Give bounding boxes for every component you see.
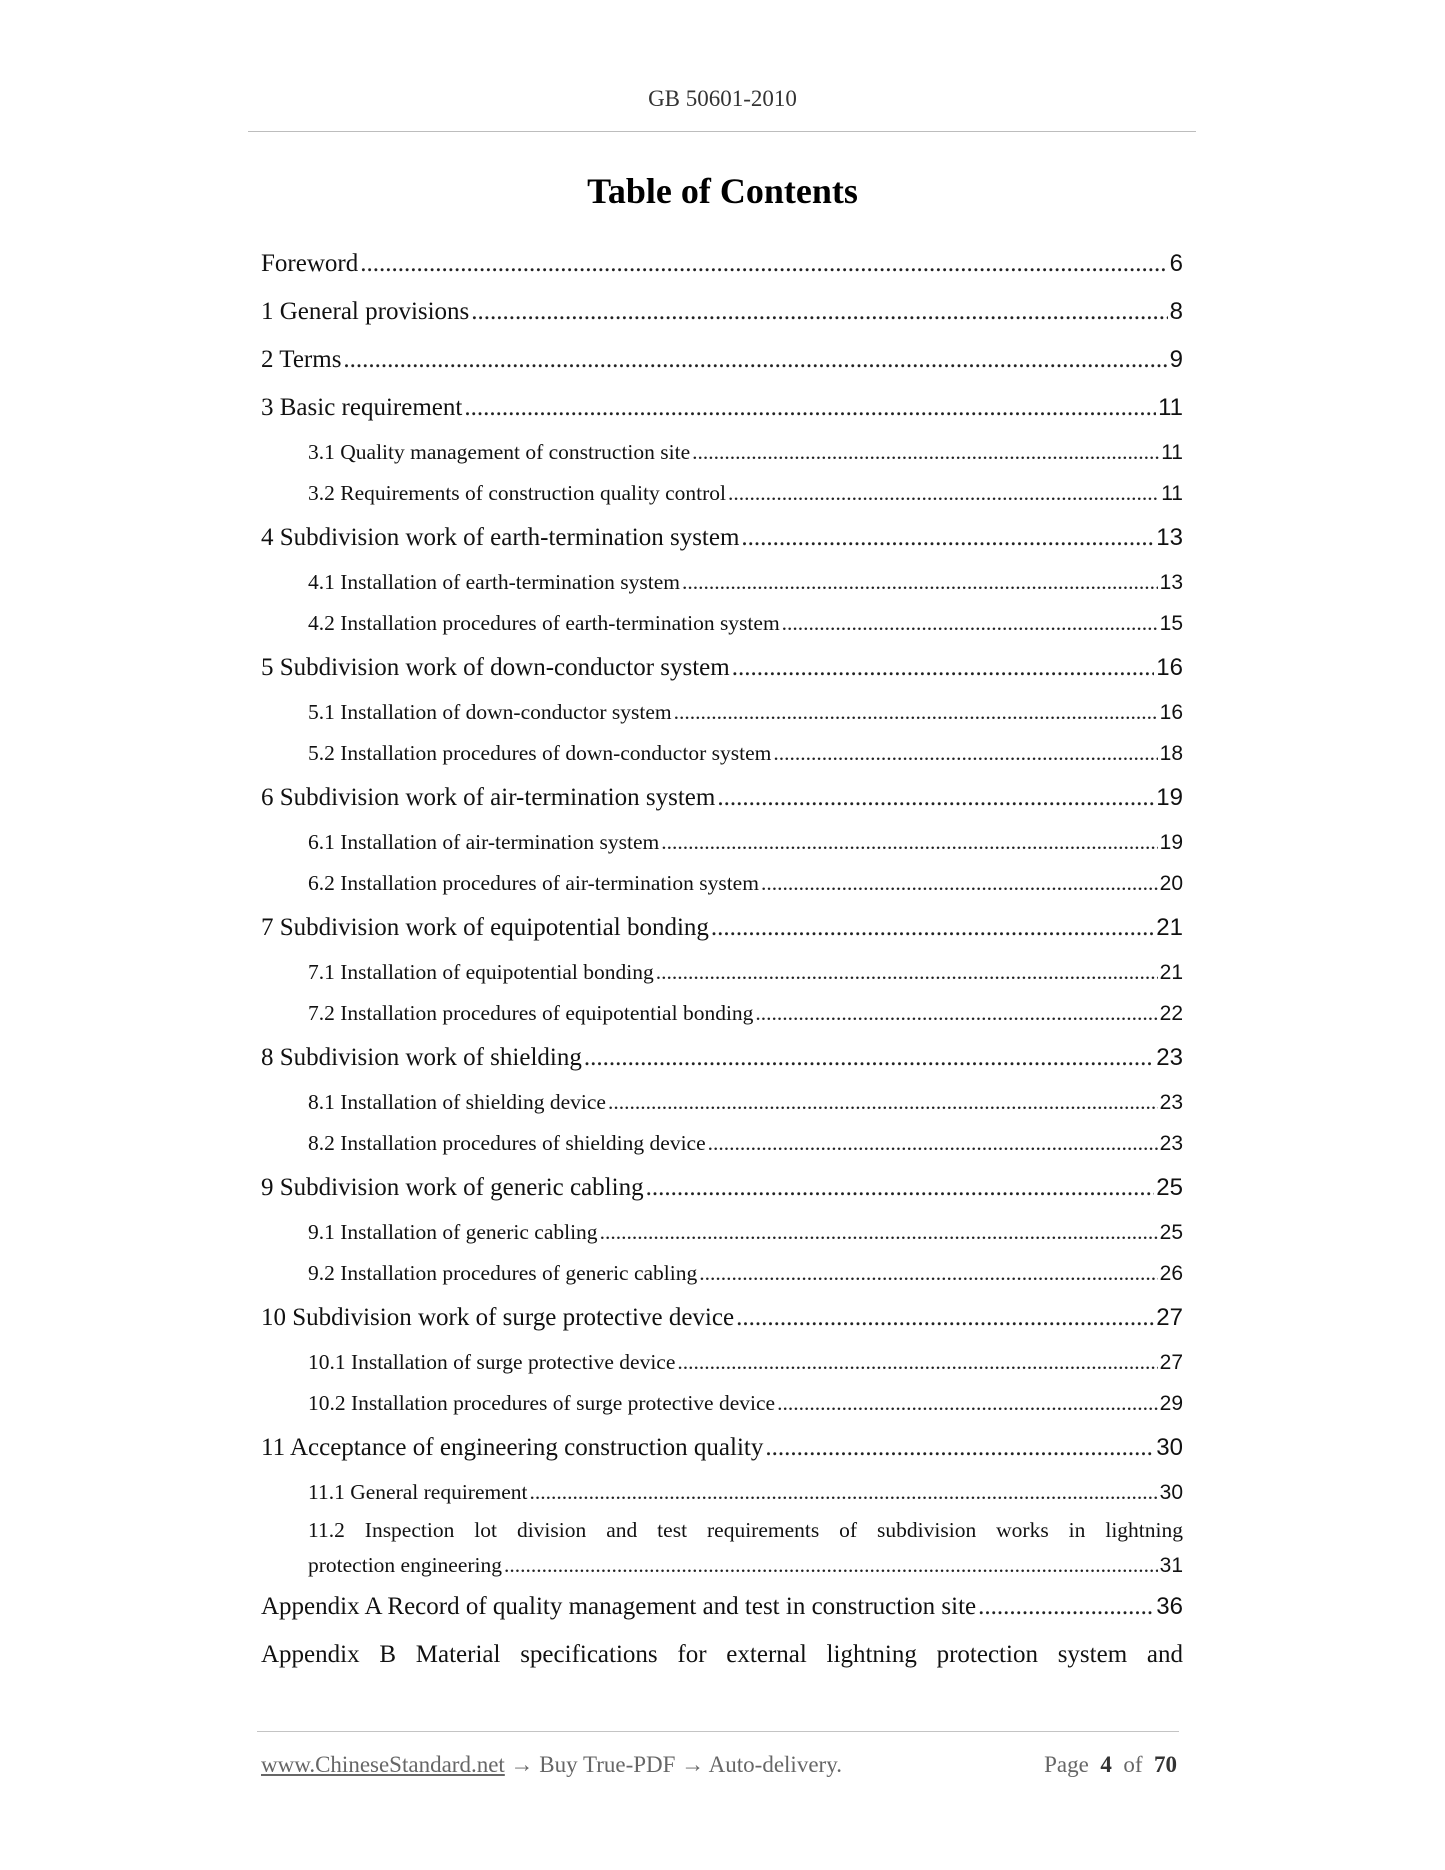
dot-leader [761, 863, 1158, 904]
toc-entry-section-8-2[interactable] [261, 1123, 1183, 1164]
dot-leader [717, 774, 1154, 822]
dot-leader [674, 692, 1158, 733]
toc-entry-section-8-1[interactable] [261, 1082, 1183, 1123]
toc-entry-section-11-1[interactable] [261, 1472, 1183, 1513]
toc-entry-page: 9 [1169, 346, 1183, 373]
toc-entry-label: 8 Subdivision work of shielding [261, 1044, 582, 1071]
toc-entry-page: 6 [1169, 250, 1183, 277]
toc-entry-page: 16 [1156, 654, 1183, 681]
toc-entry-section-4-2[interactable] [261, 603, 1183, 644]
toc-entry-label: 3.2 Requirements of construction quality control [308, 481, 726, 505]
toc-entry-label: 9.2 Installation procedures of generic cabling [308, 1261, 698, 1285]
toc-entry-page: 31 [1159, 1554, 1183, 1577]
toc-entry-page: 23 [1159, 1132, 1183, 1155]
toc-entry-label: 2 Terms [261, 346, 342, 373]
toc-entry-page: 13 [1159, 571, 1183, 594]
toc-entry-label: Foreword [261, 250, 359, 277]
toc-entry-label: 7 Subdivision work of equipotential bonding [261, 914, 709, 941]
dot-leader [728, 473, 1159, 514]
toc-entry-page: 25 [1159, 1221, 1183, 1244]
toc-entry-section-10-1[interactable] [261, 1342, 1183, 1383]
toc-entry-appendix-b[interactable]: Appendix B Material specifications for external lightning protection system and [261, 1641, 1183, 1668]
dot-leader [777, 1383, 1158, 1424]
dot-leader [677, 1342, 1157, 1383]
toc-entry-chapter-5[interactable] [261, 644, 1183, 692]
toc-entry-page: 11 [1158, 394, 1183, 421]
page-word: Page [1044, 1752, 1089, 1777]
toc-entry-chapter-4[interactable] [261, 514, 1183, 562]
toc-entry-section-3-1[interactable] [261, 432, 1183, 473]
dot-leader [682, 562, 1158, 603]
dot-leader [646, 1164, 1155, 1212]
dot-leader [741, 514, 1154, 562]
arrow-right-icon: → [681, 1752, 705, 1777]
toc-entry-page: 23 [1156, 1044, 1183, 1071]
toc-entry-label: 3 Basic requirement [261, 394, 463, 421]
toc-entry-page: 29 [1159, 1392, 1183, 1415]
header-divider [248, 131, 1196, 132]
toc-entry-label: Appendix A Record of quality management and test in construction site [261, 1593, 977, 1620]
toc-entry-section-4-1[interactable] [261, 562, 1183, 603]
toc-entry-page: 21 [1159, 961, 1183, 984]
site-link[interactable]: www.ChineseStandard.net [261, 1752, 505, 1777]
toc-entry-section-7-1[interactable] [261, 952, 1183, 993]
toc-entry-label: 6.1 Installation of air-termination system [308, 830, 660, 854]
page-number [1044, 1752, 1177, 1778]
toc-entry-chapter-7[interactable] [261, 904, 1183, 952]
toc-entry-label-line2: protection engineering [308, 1553, 503, 1577]
toc-entry-section-6-2[interactable] [261, 863, 1183, 904]
toc-entry-page: 18 [1159, 742, 1183, 765]
toc-entry-label: 3.1 Quality management of construction site [308, 440, 691, 464]
table-of-contents [261, 240, 1183, 1679]
toc-entry-label: 5 Subdivision work of down-conductor system [261, 654, 730, 681]
page-title: Table of Contents [587, 171, 858, 211]
toc-entry-chapter-11[interactable] [261, 1424, 1183, 1472]
toc-entry-chapter-2[interactable] [261, 336, 1183, 384]
toc-entry-label: 10.1 Installation of surge protective device [308, 1350, 676, 1374]
toc-entry-foreword[interactable] [261, 240, 1183, 288]
toc-entry-label-line1: 11.2 Inspection lot division and test requirements of subdivision works in lightning [308, 1518, 1183, 1542]
dot-leader [504, 1548, 1158, 1583]
toc-entry-appendix-a[interactable] [261, 1583, 1183, 1631]
toc-entry-label: 4.1 Installation of earth-termination system [308, 570, 680, 594]
of-word: of [1123, 1752, 1143, 1777]
toc-entry-section-5-2[interactable] [261, 733, 1183, 774]
toc-entry-label: 10 Subdivision work of surge protective device [261, 1304, 735, 1331]
toc-entry-page: 36 [1156, 1593, 1183, 1620]
dot-leader [732, 644, 1155, 692]
toc-entry-label: 4.2 Installation procedures of earth-termination system [308, 611, 780, 635]
toc-entry-page: 11 [1161, 441, 1183, 464]
toc-entry-page: 23 [1159, 1091, 1183, 1114]
dot-leader [765, 1424, 1154, 1472]
toc-entry-section-5-1[interactable] [261, 692, 1183, 733]
toc-entry-page: 19 [1159, 831, 1183, 854]
dot-leader [978, 1583, 1154, 1631]
toc-entry-section-7-2[interactable] [261, 993, 1183, 1034]
dot-leader [708, 1123, 1158, 1164]
dot-leader [692, 432, 1159, 473]
dot-leader [464, 384, 1156, 432]
toc-entry-label: 9.1 Installation of generic cabling [308, 1220, 598, 1244]
toc-entry-section-9-2[interactable] [261, 1253, 1183, 1294]
toc-entry-label: 8.2 Installation procedures of shielding device [308, 1131, 706, 1155]
toc-entry-page: 27 [1156, 1304, 1183, 1331]
dot-leader [471, 288, 1167, 336]
toc-entry-page: 27 [1159, 1351, 1183, 1374]
dot-leader [773, 733, 1157, 774]
dot-leader [343, 336, 1167, 384]
toc-entry-label: 7.2 Installation procedures of equipotential bonding [308, 1001, 754, 1025]
toc-entry-label: 5.1 Installation of down-conductor system [308, 700, 672, 724]
toc-entry-page: 11 [1161, 482, 1183, 505]
toc-entry-label: 7.1 Installation of equipotential bonding [308, 960, 654, 984]
toc-entry-page: 30 [1156, 1434, 1183, 1461]
toc-entry-label: 10.2 Installation procedures of surge protective device [308, 1391, 776, 1415]
toc-entry-chapter-8[interactable] [261, 1034, 1183, 1082]
toc-entry-label: 11 Acceptance of engineering construction quality [261, 1434, 764, 1461]
toc-entry-section-10-2[interactable] [261, 1383, 1183, 1424]
document-code-header: GB 50601-2010 [648, 86, 797, 111]
dot-leader [600, 1212, 1158, 1253]
toc-entry-page: 15 [1159, 612, 1183, 635]
dot-leader [608, 1082, 1158, 1123]
toc-entry-page: 30 [1159, 1481, 1183, 1504]
toc-entry-page: 25 [1156, 1174, 1183, 1201]
toc-entry-label: 8.1 Installation of shielding device [308, 1090, 606, 1114]
toc-entry-label: 5.2 Installation procedures of down-conductor system [308, 741, 772, 765]
toc-entry-page: 20 [1159, 872, 1183, 895]
toc-entry-label: 6.2 Installation procedures of air-termination system [308, 871, 759, 895]
auto-delivery-text: Auto-delivery. [708, 1752, 842, 1777]
dot-leader [736, 1294, 1154, 1342]
toc-entry-label: 9 Subdivision work of generic cabling [261, 1174, 644, 1201]
toc-entry-section-3-2[interactable] [261, 473, 1183, 514]
dot-leader [782, 603, 1158, 644]
footer-divider [257, 1731, 1179, 1732]
toc-entry-chapter-1[interactable] [261, 288, 1183, 336]
toc-entry-chapter-6[interactable] [261, 774, 1183, 822]
toc-entry-section-9-1[interactable] [261, 1212, 1183, 1253]
toc-entry-label: 4 Subdivision work of earth-termination system [261, 524, 740, 551]
dot-leader [656, 952, 1158, 993]
toc-entry-label: 1 General provisions [261, 298, 470, 325]
toc-entry-chapter-9[interactable] [261, 1164, 1183, 1212]
page-current: 4 [1100, 1752, 1112, 1777]
dot-leader [584, 1034, 1154, 1082]
toc-entry-label: 6 Subdivision work of air-termination system [261, 784, 716, 811]
toc-entry-page: 13 [1156, 524, 1183, 551]
toc-entry-chapter-3[interactable] [261, 384, 1183, 432]
toc-entry-page: 21 [1156, 914, 1183, 941]
toc-entry-section-6-1[interactable] [261, 822, 1183, 863]
dot-leader [699, 1253, 1157, 1294]
page-total: 70 [1154, 1752, 1177, 1777]
toc-entry-section-11-2[interactable] [261, 1513, 1183, 1583]
toc-entry-page: 26 [1159, 1262, 1183, 1285]
dot-leader [755, 993, 1157, 1034]
toc-entry-page: 16 [1159, 701, 1183, 724]
toc-entry-page: 8 [1169, 298, 1183, 325]
toc-entry-page: 19 [1156, 784, 1183, 811]
dot-leader [529, 1472, 1157, 1513]
buy-pdf-text: Buy True-PDF [539, 1752, 676, 1777]
dot-leader [360, 240, 1167, 288]
toc-entry-label: 11.1 General requirement [308, 1480, 528, 1504]
toc-entry-chapter-10[interactable] [261, 1294, 1183, 1342]
toc-entry-page: 22 [1159, 1002, 1183, 1025]
dot-leader [661, 822, 1157, 863]
dot-leader [711, 904, 1154, 952]
arrow-right-icon: → [510, 1752, 534, 1777]
